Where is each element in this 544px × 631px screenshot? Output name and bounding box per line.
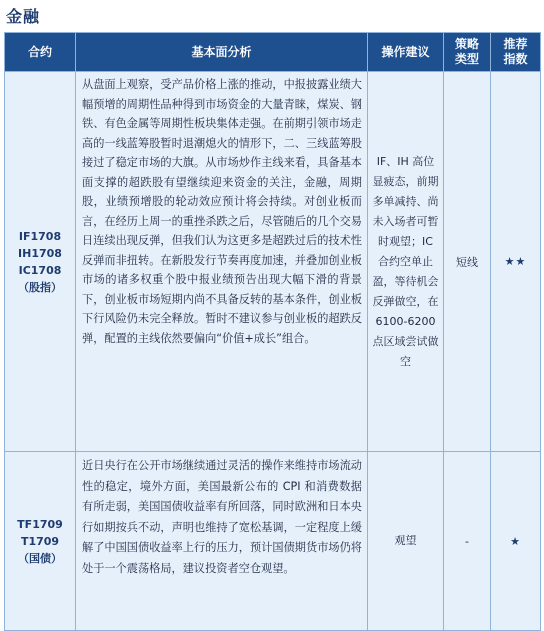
strategy-cell: 短线 — [444, 72, 491, 452]
contract-category: （股指） — [18, 280, 62, 294]
header-rating-line1: 推荐 — [503, 37, 528, 51]
header-contract: 合约 — [5, 33, 76, 72]
rating-stars: ★★ — [491, 72, 541, 452]
table-row-treasury — [5, 452, 541, 631]
contract-code: IF1708 — [18, 229, 62, 243]
header-strategy — [444, 33, 491, 72]
contract-code: IC1708 — [18, 263, 62, 277]
contract-cell — [5, 452, 76, 631]
analysis-cell: 近日央行在公开市场继续通过灵活的操作来维持市场流动性的稳定，境外方面，美国最新公布的 CPI 和消费数据有所走弱，美国国债收益率有所回落，同时欧洲和日本央行如期按兵不动，声明也维持了宽松基调，一定程度上缓解了中国国债收益率上行的压力，预计国债期货市场仍将处于一个震荡格局，建议投资者空仓观望。 — [76, 452, 368, 631]
analysis-cell: 从盘面上观察，受产品价格上涨的推动，中报披露业绩大幅预增的周期性品种得到市场资金的大量青睐，煤炭、钢铁、有色金属等周期性板块集体走强。在前期引领市场走高的一线蓝筹股暂时退潮熄火的情形下，二、三线蓝筹股接过了稳定市场的大旗。从市场炒作主线来看，具备基本面支撑的超跌股有望继续迎来资金的关注，金融，周期股，业绩预增股的轮动效应预计将会持续。对创业板而言，在经历上周一的重挫杀跌之后，尽管随后的几个交易日连续出现反弹，但我们认为这更多是超跌过后的技术性反弹而非扭转。在新股发行节奏再度加速，并叠加创业板市场的诸多权重个股中报业绩预告出现大幅下滑的背景下，创业板市场短期内尚不具备反转的基本条件，创业板下行风险仍未完全释放。暂时不建议参与创业板的超跌反弹，配置的主线依然要偏向“价值+成长”组合。 — [76, 72, 368, 452]
header-strategy-line1: 策略 — [454, 37, 479, 51]
table-header-row — [5, 33, 541, 72]
header-advice: 操作建议 — [368, 33, 444, 72]
rating-stars: ★ — [491, 452, 541, 631]
header-analysis: 基本面分析 — [76, 33, 368, 72]
strategy-cell: - — [444, 452, 491, 631]
section-title: 金融 — [6, 7, 41, 26]
header-strategy-line2: 类型 — [454, 52, 479, 66]
advice-cell: 观望 — [368, 452, 444, 631]
contract-code: TF1709 — [17, 517, 63, 531]
contract-code: IH1708 — [18, 246, 62, 260]
contract-cell — [5, 72, 76, 452]
contract-category: （国债） — [18, 551, 62, 565]
table-row-stock-index — [5, 72, 541, 452]
contract-code: T1709 — [20, 534, 60, 548]
strategy-table — [4, 32, 541, 631]
advice-cell: IF、IH 高位显疲态，前期多单减持、尚未入场者可暂时观望；IC 合约空单止盈，等待机会反弹做空，在6100-6200点区域尝试做空 — [368, 72, 444, 452]
header-rating — [491, 33, 541, 72]
header-rating-line2: 指数 — [503, 52, 528, 66]
